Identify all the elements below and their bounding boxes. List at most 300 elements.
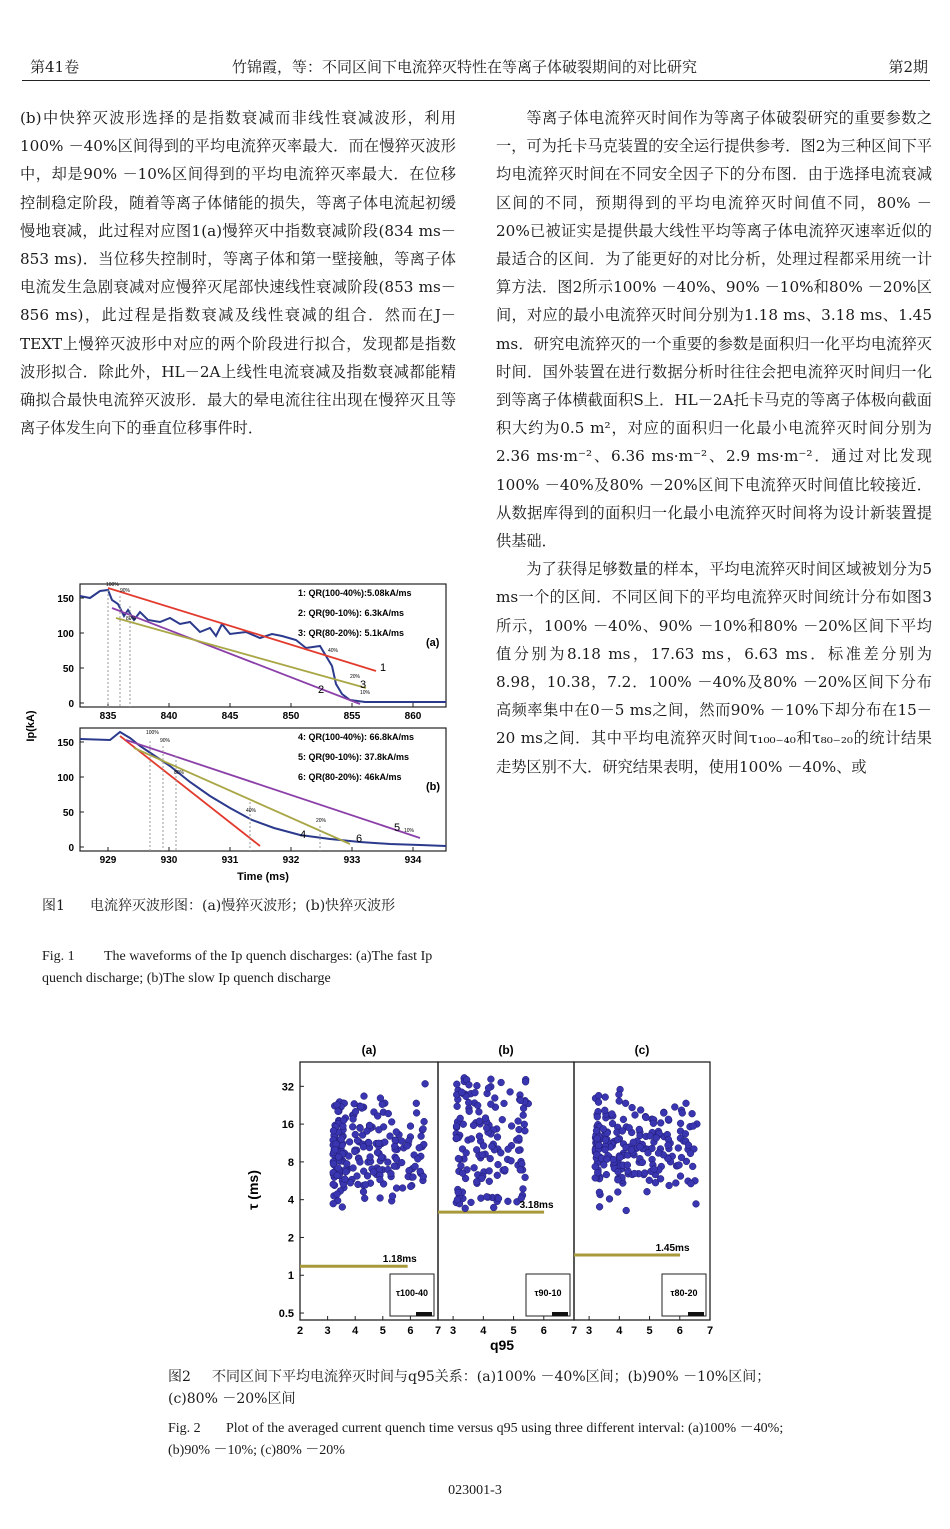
fig2-scatter-point [421,1118,428,1125]
fig2-scatter-point [603,1171,610,1178]
fig2-scatter-point [335,1108,342,1115]
fig2-scatter-point [505,1146,512,1153]
fig2-scatter-point [379,1101,386,1108]
fig2-scatter-point [393,1129,400,1136]
fig1-x-tick-label: 855 [343,711,361,722]
fig2-scatter-point [505,1198,512,1205]
fig2-scatter-point [515,1118,522,1125]
fig1-y-tick-label: 50 [62,808,74,819]
fig2-scatter-point [522,1127,529,1134]
fig1-pct-label: 20% [316,818,327,824]
fig2-scatter-point [370,1169,377,1176]
fig2-scatter-point [499,1116,506,1123]
fig2-legend-text: τ80-20 [670,1288,698,1298]
fig2-scatter-point [651,1166,658,1173]
fig2-scatter-point [340,1117,347,1124]
fig1-legend-entry: 1: QR(100-40%):5.08kA/ms [298,588,412,598]
fig2-scatter-point [476,1133,483,1140]
fig1-x-tick-label: 929 [99,855,117,866]
fig2-scatter-point [399,1185,406,1192]
fig2-scatter-point [601,1107,608,1114]
fig2-scatter-point [350,1165,357,1172]
fig2-scatter-point [508,1157,515,1164]
fig2-scatter-point [398,1138,405,1145]
fig2-x-tick-label: 3 [450,1325,457,1337]
fig2-scatter-point [407,1183,414,1190]
header-issue: 第2期 [888,58,928,76]
fig2-scatter-point [672,1180,679,1187]
fig1-x-tick-label: 934 [404,855,422,866]
fig2-scatter-point [520,1112,527,1119]
fig1-pct-label: 20% [350,674,361,680]
fig2-scatter-point [629,1104,636,1111]
fig2-scatter-point [357,1125,364,1132]
figure-1 [20,576,460,888]
fig2-x-tick-label: 6 [407,1325,414,1337]
fig2-scatter-point [602,1094,609,1101]
fig2-scatter-point [623,1207,630,1214]
fig2-y-tick-label: 16 [281,1119,294,1132]
fig2-x-tick-label: 4 [480,1325,487,1337]
fig2-scatter-point [594,1114,601,1121]
fig2-x-tick-label: 2 [296,1325,304,1337]
fig2-y-tick-label: 0.5 [278,1308,294,1321]
header-volume: 第41卷 [30,58,80,76]
fig2-scatter-point [639,1159,646,1166]
fig2-legend-text: τ100-40 [395,1288,429,1298]
fig1-fit-line-4 [120,736,260,846]
fig2-scatter-point [377,1176,384,1183]
fig2-scatter-point [346,1139,353,1146]
fig2-x-tick-label: 3 [324,1325,331,1337]
fig2-scatter-point [609,1111,616,1118]
fig2-scatter-point [334,1101,341,1108]
fig2-scatter-point [616,1091,623,1098]
fig2-scatter-point [610,1156,617,1163]
fig2-scatter-point [392,1137,399,1144]
fig2-scatter-point [381,1139,388,1146]
fig2-scatter-point [494,1172,501,1179]
fig1-pct-label: 100% [146,730,159,736]
fig2-scatter-point [643,1114,650,1121]
fig1-line-label: 3 [360,679,367,691]
fig2-scatter-point [455,1155,462,1162]
fig2-scatter-point [466,1081,473,1088]
fig2-x-tick-label: 7 [570,1325,578,1337]
fig2-scatter-point [365,1139,372,1146]
fig2-scatter-point [360,1188,367,1195]
fig2-scatter-point [480,1142,487,1149]
fig1-pct-label: 90% [120,588,131,594]
fig2-scatter-point [335,1154,342,1161]
fig2-x-tick-label: 5 [510,1325,517,1337]
fig2-scatter-point [497,1149,504,1156]
fig2-scatter-point [483,1125,490,1132]
fig1-panel-a-tag: (a) [426,637,440,649]
header-rule [22,80,930,81]
fig1-caption-en-text: The waveforms of the Ip quench discharges: (a)The fast Ip quench discharge; (b)The slow Ip quench discharge [42,949,433,986]
fig2-scatter-point [595,1092,602,1099]
fig2-scatter-point [330,1127,337,1134]
fig2-scatter-point [520,1105,527,1112]
fig2-scatter-point [453,1081,460,1088]
fig2-scatter-point [641,1170,648,1177]
fig1-caption-en-label: Fig. 1 [42,949,75,964]
fig2-scatter-point [507,1089,514,1096]
fig2-scatter-point [457,1115,464,1122]
fig2-panel-tag: (b) [498,1043,514,1057]
fig2-scatter-point [655,1150,662,1157]
fig2-scatter-point [453,1135,460,1142]
fig2-scatter-point [350,1116,357,1123]
fig2-scatter-point [689,1110,696,1117]
fig1-y-tick-label: 50 [62,664,74,675]
fig2-scatter-point [619,1128,626,1135]
fig2-scatter-point [625,1168,632,1175]
fig1-waveform-a [80,590,446,702]
fig2-scatter-point [630,1139,637,1146]
fig2-x-tick-label: 6 [676,1325,683,1337]
fig2-scatter-point [398,1159,405,1166]
fig2-x-tick-label: 7 [706,1325,714,1337]
fig2-scatter-point [487,1101,494,1108]
fig2-scatter-point [416,1144,423,1151]
fig2-scatter-point [362,1181,369,1188]
fig2-caption-en-text: Plot of the averaged current quench time versus q95 using three different interval: (a)100% －40%; (b)90% －10%; (c)80% －20% [168,1421,784,1458]
fig1-y-axis-label: Ip(kA) [25,710,37,742]
fig1-pct-label: 90% [160,738,171,744]
fig2-scatter-point [690,1123,697,1130]
fig2-scatter-point [485,1085,492,1092]
fig2-scatter-point [470,1122,477,1129]
fig2-scatter-point [614,1136,621,1143]
fig1-pct-label: 80% [174,770,185,776]
fig2-scatter-point [600,1162,607,1169]
fig2-scatter-point [473,1178,480,1185]
fig2-scatter-point [631,1170,638,1177]
fig2-scatter-point [502,1166,509,1173]
fig2-scatter-point [657,1120,664,1127]
fig1-x-tick-label: 933 [343,855,361,866]
fig2-scatter-point [468,1199,475,1206]
fig2-scatter-point [414,1156,421,1163]
fig2-scatter-point [407,1123,414,1130]
fig2-scatter-point [606,1196,613,1203]
fig2-scatter-point [453,1123,460,1130]
fig2-scatter-point [665,1116,672,1123]
fig1-line-label: 1 [380,662,387,674]
fig2-scatter-point [518,1161,525,1168]
fig2-scatter-point [476,1108,483,1115]
fig2-scatter-point [330,1200,337,1207]
fig1-panel-b-tag: (b) [426,781,441,793]
fig1-y-tick-label: 0 [68,843,74,854]
fig2-scatter-point [377,1195,384,1202]
fig2-scatter-point [678,1154,685,1161]
fig1-line-label: 2 [318,684,325,696]
fig2-scatter-point [468,1135,475,1142]
fig2-scatter-point [677,1173,684,1180]
fig2-scatter-point [349,1123,356,1130]
fig2-scatter-point [616,1098,623,1105]
fig2-scatter-point [595,1142,602,1149]
fig2-x-tick-label: 7 [434,1325,442,1337]
fig1-x-tick-label: 932 [282,855,300,866]
fig2-scatter-point [660,1110,667,1117]
fig2-x-tick-label: 6 [540,1325,547,1337]
fig2-scatter-point [488,1076,495,1083]
fig2-scatter-point [602,1137,609,1144]
fig2-scatter-point [495,1161,502,1168]
fig2-scatter-point [479,1152,486,1159]
fig2-scatter-point [522,1174,529,1181]
fig2-scatter-point [508,1123,515,1130]
fig2-scatter-point [666,1182,673,1189]
fig2-scatter-point [644,1188,651,1195]
fig2-scatter-point [345,1153,352,1160]
fig2-scatter-point [594,1135,601,1142]
fig2-scatter-point [653,1135,660,1142]
fig2-scatter-point [455,1189,462,1196]
fig2-scatter-point [609,1120,616,1127]
fig2-scatter-point [498,1079,505,1086]
fig1-caption-cn-label: 图1 [42,898,65,914]
fig2-scatter-point [462,1205,469,1212]
fig2-scatter-point [418,1133,425,1140]
fig2-min-label: 3.18ms [519,1200,554,1212]
fig2-scatter-point [404,1143,411,1150]
fig2-scatter-point [454,1196,461,1203]
fig2-scatter-point [482,1115,489,1122]
fig2-scatter-point [474,1102,481,1109]
fig1-fit-line-6 [134,748,350,844]
fig2-scatter-point [413,1110,420,1117]
fig2-scatter-point [458,1089,465,1096]
fig2-scatter-point [624,1162,631,1169]
fig2-scatter-point [645,1149,652,1156]
fig2-legend-box [662,1274,706,1316]
fig2-scatter-point [354,1137,361,1144]
fig2-scatter-point [374,1149,381,1156]
fig2-scatter-point [488,1143,495,1150]
fig2-scatter-point [330,1181,337,1188]
fig2-scatter-point [516,1135,523,1142]
fig2-scatter-point [637,1132,644,1139]
fig1-pct-label: 80% [126,616,137,622]
fig2-x-tick-label: 4 [616,1325,623,1337]
fig2-scatter-point [466,1108,473,1115]
fig2-scatter-point [688,1180,695,1187]
fig2-scatter-point [600,1126,607,1133]
fig2-min-label: 1.45ms [655,1242,690,1254]
fig2-x-axis-label: q95 [489,1337,515,1353]
fig2-scatter-point [339,1204,346,1211]
fig2-x-tick-label: 4 [352,1325,359,1337]
fig2-legend-text: τ90-10 [534,1288,562,1298]
fig2-y-tick-label: 1 [287,1270,294,1283]
fig2-caption-cn-label: 图2 [168,1369,191,1385]
fig2-scatter-point [486,1168,493,1175]
fig1-x-tick-label: 860 [404,711,422,722]
page-number: 023001-3 [448,1483,502,1498]
fig2-scatter-point [632,1112,639,1119]
fig1-x-tick-label: 930 [160,855,178,866]
fig2-scatter-point [646,1177,653,1184]
fig2-scatter-point [420,1173,427,1180]
fig2-scatter-point [351,1148,358,1155]
fig1-line-label: 5 [394,822,401,834]
fig2-scatter-point [515,1147,522,1154]
fig1-caption-en [42,946,462,990]
fig2-scatter-point [330,1160,337,1167]
fig2-scatter-point [388,1170,395,1177]
fig2-scatter-point [682,1130,689,1137]
fig1-pct-label: 40% [328,648,339,654]
fig2-scatter-point [388,1119,395,1126]
fig2-scatter-point [650,1120,657,1127]
fig2-panel-tag: (c) [634,1043,650,1057]
fig2-scatter-point [675,1145,682,1152]
fig1-pct-label: 10% [404,828,415,834]
fig1-x-tick-label: 840 [160,711,178,722]
fig2-scatter-point [377,1095,384,1102]
fig2-scatter-point [422,1080,429,1087]
fig2-x-tick-label: 3 [586,1325,593,1337]
fig2-scatter-point [334,1191,341,1198]
fig2-scatter-point [683,1100,690,1107]
fig2-scatter-point [366,1122,373,1129]
fig2-scatter-point [617,1154,624,1161]
fig2-scatter-point [614,1176,621,1183]
header-title: 竹锦霞，等：不同区间下电流猝灭特性在等离子体破裂期间的对比研究 [232,58,698,76]
fig2-legend-box [390,1274,434,1316]
fig2-y-axis-label: τ (ms) [245,1170,261,1210]
fig2-scatter-point [410,1174,417,1181]
fig2-scatter-point [384,1159,391,1166]
fig2-min-label: 1.18ms [382,1254,417,1266]
fig1-y-tick-label: 0 [68,699,74,710]
fig1-x-tick-label: 845 [221,711,239,722]
fig2-scatter-point [420,1126,427,1133]
fig2-scatter-point [689,1163,696,1170]
fig1-pct-label: 40% [246,808,257,814]
fig1-y-tick-label: 150 [57,738,74,749]
fig1-legend-entry: 6: QR(80-20%): 46kA/ms [298,772,402,782]
paragraph: (b)中快猝灭波形选择的是指数衰减而非线性衰减波形，利用100% －40%区间得到的平均电流猝灭率最大．而在慢猝灭波形中，却是90% －10%区间得到的平均电流猝灭率最大．在位移控制稳定阶段，随着等离子体储能的损失，等离子体电流起初缓慢地衰减，此过程对应图1(a)慢猝灭中指数衰减阶段(834 ms－853 ms)．当位移失控制时，等离子体和第一壁接触，等离子体电流发生急剧衰减对应慢猝灭尾部快速线性衰减阶段(853 ms－856 ms)，此过程是指数衰减及线性衰减的组合．然而在J－TEXT上慢猝灭波形中对应的两个阶段进行拟合，发现都是指数波形拟合．除此外，HL－2A上线性电流衰减及指数衰减都能精确拟合最快电流猝灭波形．最大的晕电流往往出现在慢猝灭且等离子体发生向下的垂直位移事件时． [20,109,456,438]
fig2-scatter-point [602,1146,609,1153]
fig2-scatter-point [693,1201,700,1208]
fig2-scatter-point [375,1140,382,1147]
fig2-scatter-point [471,1164,478,1171]
fig2-scatter-point [361,1093,368,1100]
fig1-pct-label: 100% [106,582,119,588]
fig2-scatter-point [375,1126,382,1133]
fig2-y-tick-label: 4 [287,1194,294,1207]
fig1-y-tick-label: 100 [57,773,74,784]
fig2-scatter-point [652,1179,659,1186]
fig2-scatter-point [391,1163,398,1170]
fig2-legend-box [526,1274,570,1316]
fig2-scatter-point [647,1133,654,1140]
fig2-scatter-point [628,1147,635,1154]
fig2-scatter-point [491,1095,498,1102]
fig2-scatter-point [472,1089,479,1096]
fig2-scatter-point [517,1097,524,1104]
fig2-scatter-point [454,1103,461,1110]
fig2-caption-en-label: Fig. 2 [168,1421,201,1436]
fig2-scatter-point [516,1126,523,1133]
left-column [20,104,456,442]
fig2-scatter-point [374,1113,381,1120]
fig2-scatter-point [334,1172,341,1179]
fig2-scatter-point [522,1078,529,1085]
fig2-scatter-point [517,1167,524,1174]
fig2-caption-en [168,1418,808,1462]
fig2-scatter-point [361,1195,368,1202]
fig1-line-label: 6 [356,833,363,845]
fig2-scatter-point [412,1163,419,1170]
fig2-scatter-point [626,1124,633,1131]
fig2-scatter-point [354,1173,361,1180]
fig2-scatter-point [338,1136,345,1143]
right-column [496,104,932,781]
fig2-scatter-point [385,1110,392,1117]
fig2-scatter-point [342,1169,349,1176]
fig2-scatter-point [501,1100,508,1107]
fig2-scatter-point [458,1162,465,1169]
fig1-caption-cn [42,895,462,917]
fig2-scatter-point [622,1100,629,1107]
fig2-scatter-point [476,1118,483,1125]
fig2-scatter-point [352,1108,359,1115]
fig2-scatter-point [637,1143,644,1150]
fig2-x-tick-label: 5 [379,1325,386,1337]
fig2-scatter-point [679,1110,686,1117]
figure-2 [240,1040,720,1356]
fig1-y-tick-label: 100 [57,629,74,640]
fig2-panel-tag: (a) [361,1043,377,1057]
fig2-scatter-point [676,1162,683,1169]
fig2-scatter-point [357,1159,364,1166]
fig1-legend-entry: 5: QR(90-10%): 37.8kA/ms [298,752,410,762]
fig2-scatter-point [665,1142,672,1149]
fig2-scatter-point [483,1193,490,1200]
fig1-caption-cn-text: 电流猝灭波形图：(a)慢猝灭波形；(b)快猝灭波形 [90,898,396,914]
fig2-scatter-point [367,1154,374,1161]
fig1-legend-entry: 2: QR(90-10%): 6.3kA/ms [298,608,405,618]
fig2-scatter-point [637,1107,644,1114]
fig2-scatter-point [636,1126,643,1133]
paragraph: 等离子体电流猝灭时间作为等离子体破裂研究的重要参数之一，可为托卡马克装置的安全运行提供参考．图2为三种区间下平均电流猝灭时间在不同安全因子下的分布图．由于选择电流衰减区间的不同，预期得到的平均电流猝灭时间值不同，80% －20%已被证实是提供最大线性平均等离子体电流猝灭速率近似的最适合的区间．为了能更好的对比分析，处理过程都采用统一计算方法．图2所示100% －40%、90% －10%和80% －20%区间，对应的最小电流猝灭时间分别为1.18 ms、3.18 ms、1.45 ms．研究电流猝灭的一个重要的参数是面积归一化平均电流猝灭时间．国外装置在进行数据分析时往往会把电流猝灭时间归一化到等离子体横截面积S上．HL－2A托卡马克的等离子体极向截面积大约为0.5 m²，对应的面积归一化最小电流猝灭时间分别为2.36 ms·m⁻²、6.36 ms·m⁻²、2.9 ms·m⁻²．通过对比发现100% －40%及80% －20%区间下电流猝灭时间值比较接近．从数据库得到的面积归一化最小电流猝灭时间将为设计新装置提供基础． [496,109,932,551]
fig2-scatter-point [413,1100,420,1107]
fig1-pct-label: 10% [360,690,371,696]
fig2-scatter-point [459,1170,466,1177]
fig2-scatter-point [521,1121,528,1128]
fig2-y-tick-label: 8 [287,1156,294,1169]
fig1-x-tick-label: 931 [221,855,239,866]
fig2-scatter-point [687,1150,694,1157]
fig2-caption-cn [168,1366,808,1410]
fig2-scatter-point [473,1146,480,1153]
fig2-caption-cn-text: 不同区间下平均电流猝灭时间与q95关系：(a)100% －40%区间；(b)90% －10%区间；(c)80% －20%区间 [168,1369,771,1407]
paragraph: 为了获得足够数量的样本，平均电流猝灭时间区域被划分为5 ms一个的区间．不同区间下的平均电流猝灭时间统计分布如图3所示，100% －40%、90% －10%和80% －20%区间下平均值分别为8.18 ms，17.63 ms，6.63 ms．标准差分别为8.98，10.38，7.2．100% －40%及80% －20%区间下分布高频率集中在0－5 ms之间，然而90% －10%下却分布在15－20 ms之间．其中平均电流猝灭时间τ₁₀₀₋₄₀和τ₈₀₋₂₀的统计结果走势区别不大．研究结果表明，使用100% －40%、或 [496,560,932,776]
fig2-scatter-point [671,1104,678,1111]
fig2-scatter-point [463,1150,470,1157]
fig2-scatter-point [357,1103,364,1110]
fig2-scatter-point [615,1168,622,1175]
fig2-scatter-point [614,1189,621,1196]
fig1-panel-a-frame [80,584,446,707]
